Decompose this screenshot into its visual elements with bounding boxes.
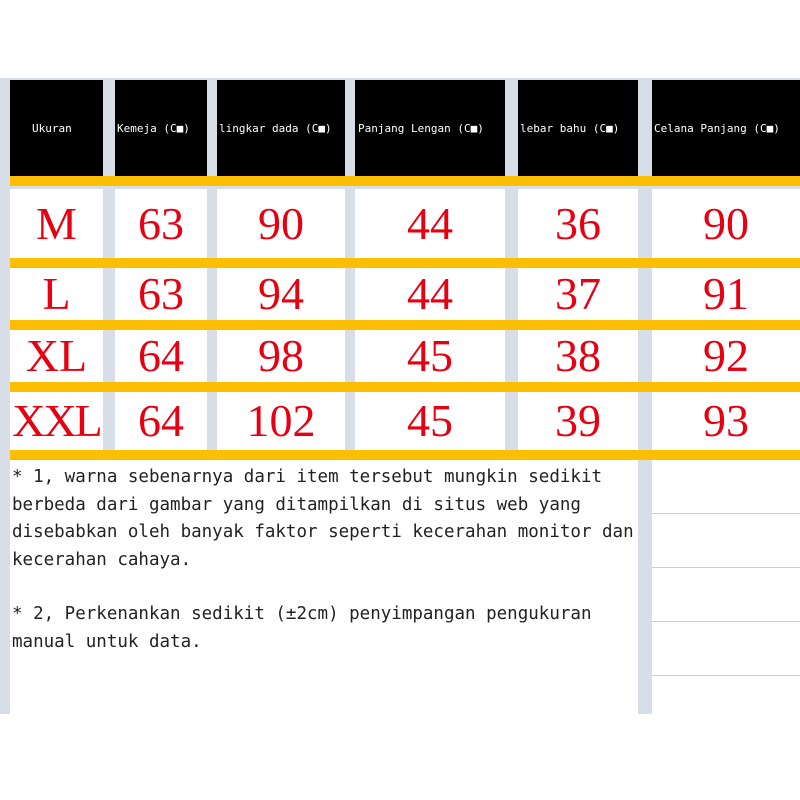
value-cell: 90 (652, 189, 800, 258)
value-cell: 44 (355, 189, 505, 258)
row-separator (10, 320, 800, 330)
header-chest: lingkar dada (C■) (217, 80, 345, 176)
note-color-disclaimer: * 1, warna sebenarnya dari item tersebut mungkin sedikit berbeda dari gambar yang ditampilkan di situs web yang disebabkan oleh banyak faktor seperti kecerahan monitor dan kecerahan cahaya. (12, 467, 634, 570)
header-size: Ukuran (10, 80, 103, 176)
grid-line (652, 621, 800, 622)
value-cell: 36 (518, 189, 638, 258)
value-cell: 98 (217, 330, 345, 382)
value-cell: 63 (115, 268, 207, 320)
value-cell: 37 (518, 268, 638, 320)
row-separator (10, 450, 800, 460)
header-sleeve-length: Panjang Lengan (C■) (355, 80, 505, 176)
value-cell: 39 (518, 392, 638, 450)
value-cell: 102 (217, 392, 345, 450)
note-measurement-tolerance: * 2, Perkenankan sedikit (±2cm) penyimpangan pengukuran manual untuk data. (12, 604, 592, 652)
row-separator (10, 176, 800, 186)
notes-box (10, 460, 638, 714)
value-cell: 64 (115, 392, 207, 450)
header-pants-length: Celana Panjang (C■) (652, 80, 800, 176)
value-cell: 90 (217, 189, 345, 258)
size-cell: M (10, 189, 103, 258)
grid-line (652, 513, 800, 514)
size-cell: XL (10, 330, 103, 382)
value-cell: 64 (115, 330, 207, 382)
value-cell: 45 (355, 392, 505, 450)
grid-line (652, 675, 800, 676)
grid-line (652, 567, 800, 568)
size-cell: L (10, 268, 103, 320)
value-cell: 92 (652, 330, 800, 382)
row-separator (10, 258, 800, 268)
size-cell: XXL (10, 392, 103, 450)
value-cell: 94 (217, 268, 345, 320)
value-cell: 44 (355, 268, 505, 320)
value-cell: 45 (355, 330, 505, 382)
header-shirt-length: Kemeja (C■) (115, 80, 207, 176)
value-cell: 63 (115, 189, 207, 258)
header-shoulder-width: lebar bahu (C■) (518, 80, 638, 176)
value-cell: 38 (518, 330, 638, 382)
value-cell: 91 (652, 268, 800, 320)
value-cell: 93 (652, 392, 800, 450)
row-separator (10, 382, 800, 392)
